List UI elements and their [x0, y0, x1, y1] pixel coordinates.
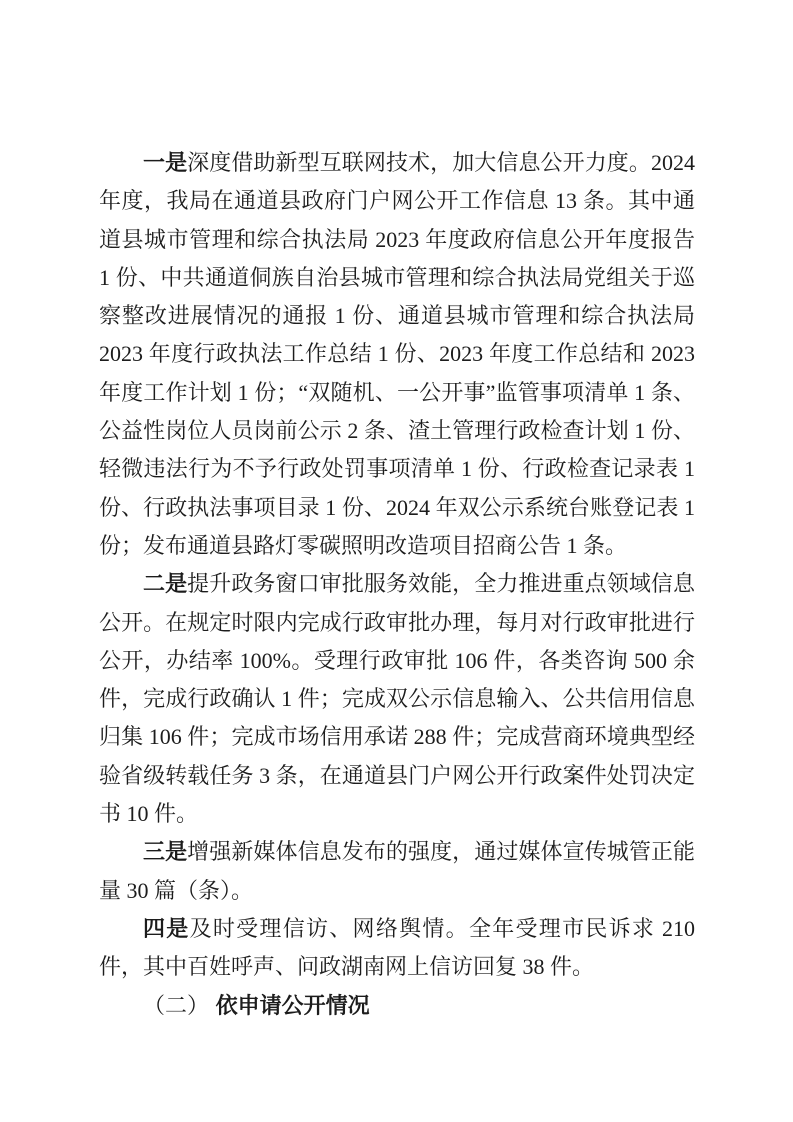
section-title: 依申请公开情况 — [215, 992, 370, 1018]
paragraph-text: 及时受理信访、网络舆情。全年受理市民诉求 210 件，其中百姓呼声、问政湖南网上信访回复 38 件。 — [99, 915, 695, 980]
body-paragraph-2 — [99, 565, 695, 833]
paragraph-text: 增强新媒体信息发布的强度，通过媒体宣传城管正能量 30 篇（条）。 — [99, 839, 695, 903]
section-number: （二） — [143, 992, 210, 1018]
paragraph-lead: 一是 — [143, 150, 188, 175]
body-paragraph-1 — [99, 144, 695, 565]
paragraph-text: 深度借助新型互联网技术，加大信息公开力度。2024 年度，我局在通道县政府门户网公开工作信息 13 条。其中通道县城市管理和综合执法局 2023 年度政府信息公开年度报告 1 份、中共通道侗族自治县城市管理和综合执法局党组关于巡察整改进展情况的通报 1 份、通道县城市管理和综合执法局 2023 年度行政执法工作总结 1 份、2023 年度工作总结和 2023 年度工作计划 1 份；“双随机、一公开事”监管事项清单 1 条、公益性岗位人员岗前公示 2 条、渣土管理行政检查计划 1 份、轻微违法行为不予行政处罚事项清单 1 份、行政检查记录表 1 份、行政执法事项目录 1 份、2024 年双公示系统台账登记表 1 份；发布通道县路灯零碳照明改造项目招商公告 1 条。 — [99, 150, 695, 558]
section-heading — [99, 987, 695, 1025]
paragraph-text: 提升政务窗口审批服务效能，全力推进重点领域信息公开。在规定时限内完成行政审批办理，每月对行政审批进行公开，办结率 100%。受理行政审批 106 件，各类咨询 500 余件，完成行政确认 1 件；完成双公示信息输入、公共信用信息归集 106 件；完成市场信用承诺 288 件；完成营商环境典型经验省级转载任务 3 条，在通道县门户网公开行政案件处罚决定书 10 件。 — [99, 571, 695, 827]
body-paragraph-3 — [99, 833, 695, 910]
paragraph-lead: 二是 — [143, 571, 188, 597]
paragraph-lead: 四是 — [143, 915, 190, 941]
paragraph-lead: 三是 — [143, 839, 188, 865]
body-paragraph-4 — [99, 910, 695, 987]
